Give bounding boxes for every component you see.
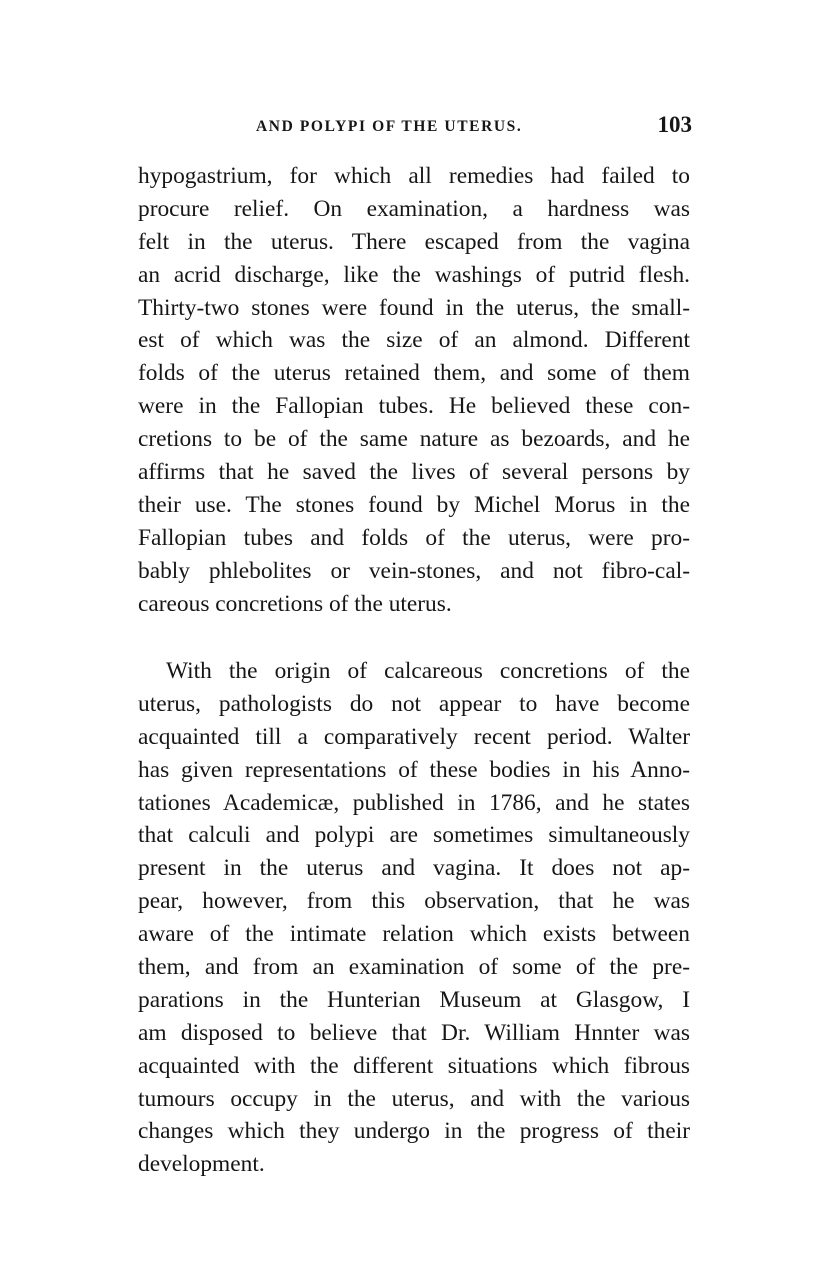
text-line: hypogastrium, for which all remedies had failed to <box>138 163 690 189</box>
text-line: that calculi and polypi are sometimes simultaneously <box>138 822 690 849</box>
text-line: aware of the intimate relation which exists between <box>138 921 690 948</box>
page-number: 103 <box>657 112 692 137</box>
text-line: acquainted till a comparatively recent period. Walter <box>138 723 690 750</box>
text-line: est of which was the size of an almond. Different <box>138 327 690 354</box>
text-line: them, and from an examination of some of the pre- <box>138 954 690 981</box>
text-line: an acrid discharge, like the washings of putrid flesh. <box>138 261 690 288</box>
text-line: felt in the uterus. There escaped from the vagina <box>138 228 690 255</box>
text-line: procure relief. On examination, a hardness was <box>138 195 690 222</box>
text-line: tumours occupy in the uterus, and with the various <box>138 1085 690 1112</box>
text-line: With the origin of calcareous concretions of the <box>166 658 690 684</box>
text-line: Fallopian tubes and folds of the uterus, were pro- <box>138 524 690 551</box>
paragraph-2 <box>138 655 690 1181</box>
text-line: bably phlebolites or vein-stones, and not fibro-cal- <box>138 557 690 584</box>
text-line: pear, however, from this observation, that he was <box>138 888 690 915</box>
text-line: changes which they undergo in the progress of their <box>138 1118 690 1145</box>
text-line: were in the Fallopian tubes. He believed these con- <box>138 393 690 420</box>
text-line: has given representations of these bodies in his Anno- <box>138 756 690 783</box>
text-line: their use. The stones found by Michel Morus in the <box>138 491 690 518</box>
paragraph-1 <box>138 160 690 620</box>
text-line: uterus, pathologists do not appear to have become <box>138 690 690 717</box>
running-header <box>254 112 694 142</box>
text-line: present in the uterus and vagina. It does not ap- <box>138 855 690 882</box>
text-line: Thirty-two stones were found in the uterus, the small- <box>138 294 690 321</box>
running-title: AND POLYPI OF THE UTERUS. <box>256 118 523 135</box>
text-line: careous concretions of the uterus. <box>138 590 452 617</box>
text-line: affirms that he saved the lives of several persons by <box>138 459 690 486</box>
text-line: development. <box>138 1151 265 1178</box>
text-line: acquainted with the different situations which fibrous <box>138 1052 690 1079</box>
text-line: parations in the Hunterian Museum at Glasgow, I <box>138 986 690 1013</box>
text-line: am disposed to believe that Dr. William Hnnter was <box>138 1019 690 1046</box>
text-line: tationes Academicæ, published in 1786, and he states <box>138 789 690 816</box>
text-line: folds of the uterus retained them, and some of them <box>138 360 690 387</box>
text-line: cretions to be of the same nature as bezoards, and he <box>138 426 690 453</box>
